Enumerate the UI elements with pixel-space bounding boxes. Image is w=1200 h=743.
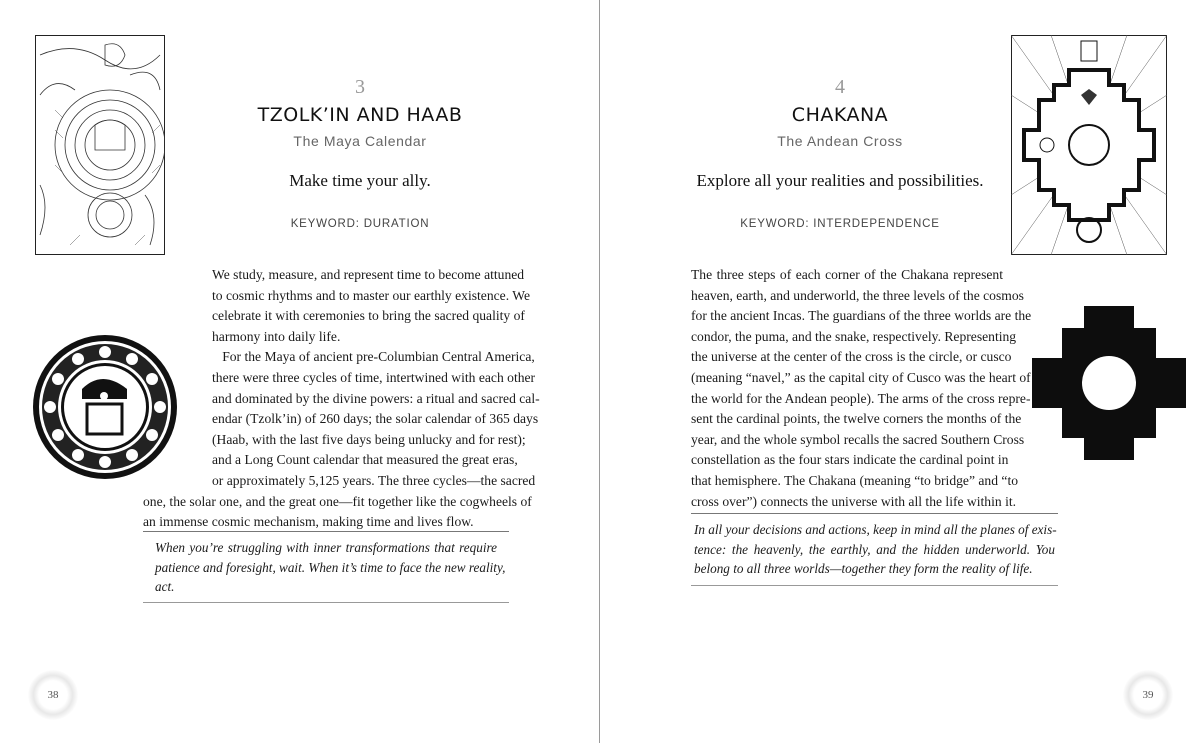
body-line: that hemisphere. The Chakana (meaning “to bridge” and “to [691,472,1019,488]
body-line: the universe at the center of the cross is the circle, or cusco [691,349,1012,365]
advice-quote [143,531,509,603]
body-line: The three steps of each corner of the Chakana represent [691,267,1003,282]
right-page [600,0,1200,743]
page-number: 38 [28,670,78,720]
body-line: endar (Tzolk’in) of 260 days; the solar calendar of 365 days [212,411,539,427]
body-line: heaven, earth, and underworld, the three levels of the cosmos [691,287,1024,303]
chakana-cross-symbol [1032,306,1186,460]
chakana-illustration [1011,35,1167,255]
body-line: sent the cardinal points, the twelve corners the months of the [691,411,1022,427]
body-line: for the ancient Incas. The guardians of the three worlds are the [691,308,1032,324]
maya-calendar-medallion [32,334,178,480]
body-line: (meaning “navel,” as the capital city of Cusco was the heart of [691,369,1031,385]
body-line: or approximately 5,125 years. The three cycles—the sacred [212,472,536,488]
quote-line: tence: the heavenly, the earthly, and the hidden underworld. You [694,541,1055,557]
chapter-subtitle: The Maya Calendar [293,133,427,149]
keyword: KEYWORD: INTERDEPENDENCE [740,218,940,230]
body-line: We study, measure, and represent time to become attuned [212,267,525,282]
chapter-number: 3 [355,76,365,98]
quote-line: patience and foresight, wait. When it’s time to face the new reality, [155,559,506,575]
quote-line: act. [155,579,175,594]
tagline: Make time your ally. [289,171,431,190]
chapter-number: 4 [835,76,845,98]
body-line: harmony into daily life. [212,328,341,344]
body-line: one, the solar one, and the great one—fit together like the cogwheels of [143,493,532,509]
body-line: there were three cycles of time, intertwined with each other [212,369,536,385]
chapter-title: CHAKANA [791,104,889,126]
body-line: and dominated by the divine powers: a ritual and sacred cal- [212,390,540,406]
body-line: condor, the puma, and the snake, respectively. Representing [691,328,1017,344]
quote-line: When you’re struggling with inner transformations that require [155,540,497,555]
body-line: celebrate it with ceremonies to bring the sacred quality of [212,308,525,324]
body-line: the world for the Andean people). The arms of the cross repre- [691,390,1031,406]
body-line: cross over”) connects the universe with all the life within it. [691,493,1017,509]
chapter-title: TZOLK’IN AND HAAB [257,104,463,126]
quote-line: belong to all three worlds—together they form the reality of life. [694,561,1033,576]
body-text [691,265,1032,512]
tagline: Explore all your realities and possibilities. [696,171,984,190]
page-number: 39 [1123,670,1173,720]
body-line: to cosmic rhythms and to master our earthly existence. We [212,287,531,303]
body-line: constellation as the four stars indicate the cardinal point in [691,452,1009,468]
body-text [143,265,540,533]
quote-line: In all your decisions and actions, keep in mind all the planes of exis- [694,522,1057,537]
body-line: year, and the whole symbol recalls the sacred Southern Cross [691,431,1025,447]
keyword: KEYWORD: DURATION [290,218,430,230]
body-line: and a Long Count calendar that measured the great eras, [212,452,518,468]
advice-quote [691,513,1058,586]
body-line: an immense cosmic mechanism, making time and lives flow. [143,514,474,530]
maya-calendar-illustration [35,35,165,255]
body-line: For the Maya of ancient pre-Columbian Central America, [212,349,535,365]
chapter-subtitle: The Andean Cross [777,133,903,149]
body-line: (Haab, with the last five days being unlucky and for rest); [212,431,526,447]
